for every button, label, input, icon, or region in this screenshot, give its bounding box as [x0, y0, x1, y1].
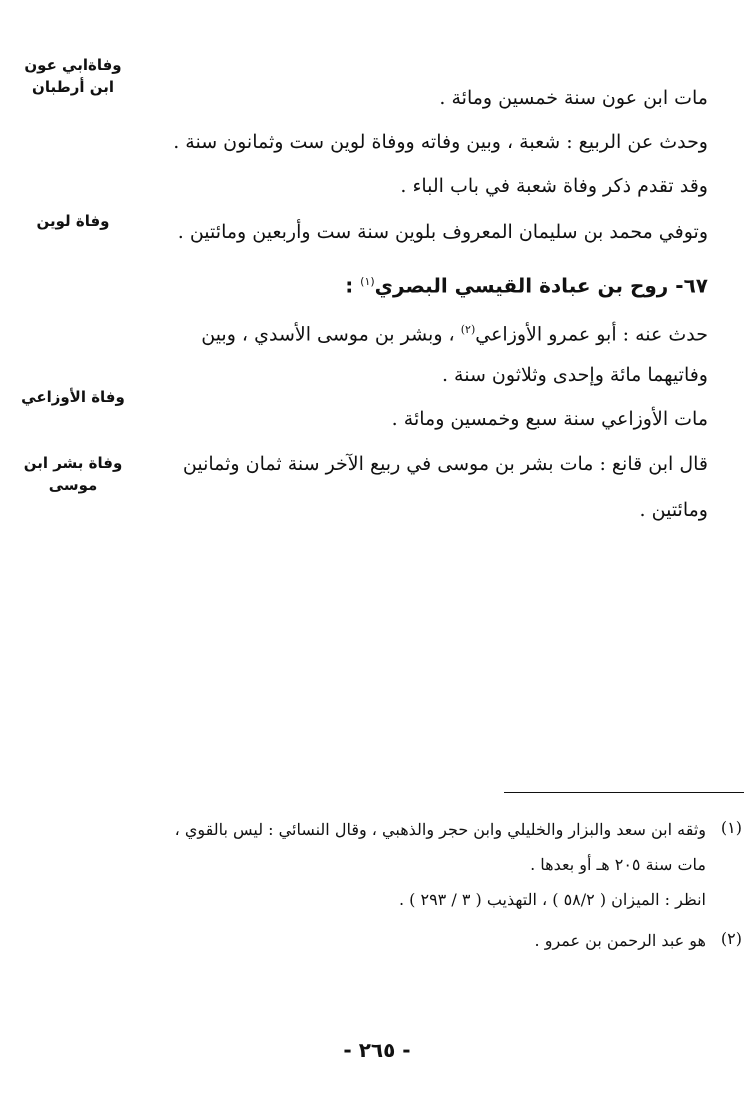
- body-line-5-part-b: ، وبشر بن موسى الأسدي ، وبين: [201, 323, 455, 346]
- footnote-ref-2: (٢): [460, 323, 476, 336]
- entry-heading: [345, 268, 708, 300]
- footnote-2-line-1: هو عبد الرحمن بن عمرو .: [534, 931, 706, 950]
- footnote-1-number: (١): [720, 818, 742, 837]
- footnote-1-line-2: مات سنة ٢٠٥ هـ أو بعدها .: [530, 855, 706, 874]
- footnote-2-number: (٢): [720, 929, 742, 948]
- body-line-7: مات الأوزاعي سنة سبع وخمسين ومائة .: [391, 408, 708, 430]
- body-line-5: [201, 316, 708, 348]
- body-line-5-part-a: حدث عنه : أبو عمرو الأوزاعي: [475, 323, 708, 346]
- body-line-9: ومائتين .: [639, 499, 708, 521]
- entry-heading-colon: :: [345, 273, 354, 298]
- footnote-1-line-1: وثقه ابن سعد والبزار والخليلي وابن حجر والذهبي ، وقال النسائي : ليس بالقوي ،: [174, 820, 706, 839]
- margin-note-ibn-awn: وفاةابي عون ابن أرطبان: [24, 56, 122, 96]
- body-line-8: قال ابن قانع : مات بشر بن موسى في ربيع الآخر سنة ثمان وثمانين: [182, 453, 708, 475]
- margin-note-awzai: وفاة الأوزاعي: [21, 388, 125, 406]
- footnote-separator: [504, 792, 744, 793]
- body-line-1: مات ابن عون سنة خمسين ومائة .: [439, 87, 708, 109]
- margin-note-luwayn: وفاة لوين: [36, 212, 110, 230]
- body-line-4: وتوفي محمد بن سليمان المعروف بلوين سنة ست وأربعين ومائتين .: [177, 221, 708, 243]
- body-line-2: وحدث عن الربيع : شعبة ، وبين وفاته ووفاة لوين ست وثمانون سنة .: [173, 131, 708, 153]
- page-number: - ٢٦٥ -: [343, 1038, 411, 1062]
- body-line-6: وفاتيهما مائة وإحدى وثلاثون سنة .: [441, 364, 708, 386]
- footnote-ref-1: (١): [360, 275, 375, 288]
- margin-note-bishr: وفاة بشر ابن موسى: [23, 454, 123, 494]
- entry-heading-text: ٦٧- روح بن عبادة القيسي البصري: [374, 273, 708, 298]
- footnote-1-line-3: انظر : الميزان ( ٥٨/٢ ) ، التهذيب ( ٣ / ٢٩٣ ) .: [398, 890, 706, 909]
- body-line-3: وقد تقدم ذكر وفاة شعبة في باب الباء .: [400, 175, 708, 197]
